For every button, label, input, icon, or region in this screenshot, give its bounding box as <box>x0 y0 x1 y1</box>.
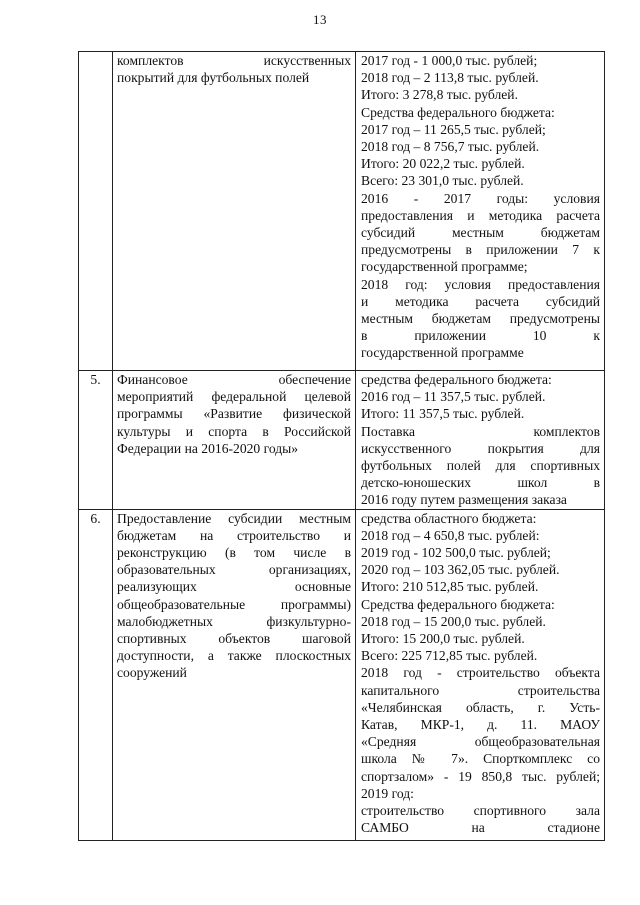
table-row <box>79 371 605 510</box>
text-line: сооружений <box>117 665 187 681</box>
text-line: покрытий для футбольных полей <box>117 70 310 86</box>
text-line: доступности, а также плоскостных <box>117 648 351 664</box>
table-row <box>79 509 605 840</box>
text-line: субсидий местным бюджетам <box>361 225 600 241</box>
text-line: комплектов искусственных <box>117 53 351 68</box>
text-line: 2017 год – 11 265,5 тыс. рублей; <box>361 121 546 137</box>
text-line: Итого: 15 200,0 тыс. рублей. <box>361 631 525 647</box>
text-line: и методика расчета субсидий <box>361 293 600 309</box>
text-line: программы «Развитие физической <box>117 406 351 422</box>
text-line: реализующих основные <box>117 579 351 595</box>
funding-cell <box>356 52 605 371</box>
description-cell <box>113 371 356 510</box>
text-line: футбольных полей для спортивных <box>361 458 600 474</box>
row-number-cell <box>79 52 113 371</box>
text-line: государственной программе <box>361 345 524 361</box>
text-line: Финансовое обеспечение <box>117 372 351 387</box>
text-line: Предоставление субсидии местным <box>117 510 351 526</box>
text-line: средства федерального бюджета: <box>361 372 552 387</box>
text-line: 2018 год - строительство объекта <box>361 665 600 681</box>
text-line: САМБО на стадионе <box>361 820 600 836</box>
text-line: спортивных объектов шаговой <box>117 631 351 647</box>
text-line: Средства федерального бюджета: <box>361 104 555 120</box>
text-line: Всего: 225 712,85 тыс. рублей. <box>361 648 538 664</box>
text-line: Средства федерального бюджета: <box>361 596 555 612</box>
text-line: 2018 год – 4 650,8 тыс. рублей: <box>361 527 540 543</box>
text-line: мероприятий федеральной целевой <box>117 389 351 405</box>
row-number-cell: 5. <box>79 371 113 510</box>
text-line: образовательных организациях, <box>117 562 351 578</box>
text-line: Итого: 3 278,8 тыс. рублей. <box>361 87 518 103</box>
text-line: средства областного бюджета: <box>361 510 537 526</box>
text-line: реконструкцию (в том числе в <box>117 545 351 561</box>
funding-cell <box>356 371 605 510</box>
text-line: Итого: 20 022,2 тыс. рублей. <box>361 156 525 172</box>
text-line: 2020 год – 103 362,05 тыс. рублей. <box>361 562 560 578</box>
text-line: предусмотрены в приложении 7 к <box>361 242 600 258</box>
text-line: Итого: 11 357,5 тыс. рублей. <box>361 406 525 422</box>
text-line: малобюджетных физкультурно- <box>117 613 351 629</box>
text-line: «Челябинская область, г. Усть- <box>361 699 600 715</box>
text-line: 2016 год – 11 357,5 тыс. рублей. <box>361 389 546 405</box>
program-table <box>78 51 605 841</box>
table-row <box>79 52 605 371</box>
page-number: 13 <box>313 12 327 27</box>
text-line: детско-юношеских школ в <box>361 475 600 491</box>
text-line: Катав, МКР-1, д. 11. МАОУ <box>361 717 600 733</box>
text-line: Федерации на 2016-2020 годы» <box>117 440 299 456</box>
text-line: капитального строительства <box>361 682 600 698</box>
text-line: 2018 год: условия предоставления <box>361 276 600 292</box>
text-line: местным бюджетам предусмотрены <box>361 311 600 327</box>
text-line: общеобразовательные программы) <box>117 596 351 612</box>
text-line: 2018 год – 2 113,8 тыс. рублей. <box>361 70 539 86</box>
text-line: 2016 - 2017 годы: условия <box>361 190 600 206</box>
text-line: предоставления и методика расчета <box>361 207 600 223</box>
text-line: строительство спортивного зала <box>361 803 600 819</box>
text-line: 2019 год - 102 500,0 тыс. рублей; <box>361 545 551 561</box>
description-cell <box>113 509 356 840</box>
text-line: 2016 году путем размещения заказа <box>361 492 567 508</box>
text-line: «Средняя общеобразовательная <box>361 734 600 750</box>
text-line: школа № 7». Спорткомплекс со <box>361 751 600 767</box>
text-line: искусственного покрытия для <box>361 440 600 456</box>
text-line: Поставка комплектов <box>361 423 600 439</box>
funding-cell <box>356 509 605 840</box>
text-line: в приложении 10 к <box>361 328 600 344</box>
row-number-cell: 6. <box>79 509 113 840</box>
text-line: 2018 год – 8 756,7 тыс. рублей. <box>361 139 540 155</box>
text-line: Итого: 210 512,85 тыс. рублей. <box>361 579 539 595</box>
text-line: 2017 год - 1 000,0 тыс. рублей; <box>361 53 538 68</box>
text-line: спортзалом» - 19 850,8 тыс. рублей; <box>361 768 600 784</box>
text-line: 2018 год – 15 200,0 тыс. рублей. <box>361 613 546 629</box>
text-line: культуры и спорта в Российской <box>117 423 351 439</box>
description-cell <box>113 52 356 371</box>
text-line: Всего: 23 301,0 тыс. рублей. <box>361 173 524 189</box>
text-line: государственной программе; <box>361 259 528 275</box>
text-line: 2019 год: <box>361 785 414 801</box>
text-line: бюджетам на строительство и <box>117 527 351 543</box>
